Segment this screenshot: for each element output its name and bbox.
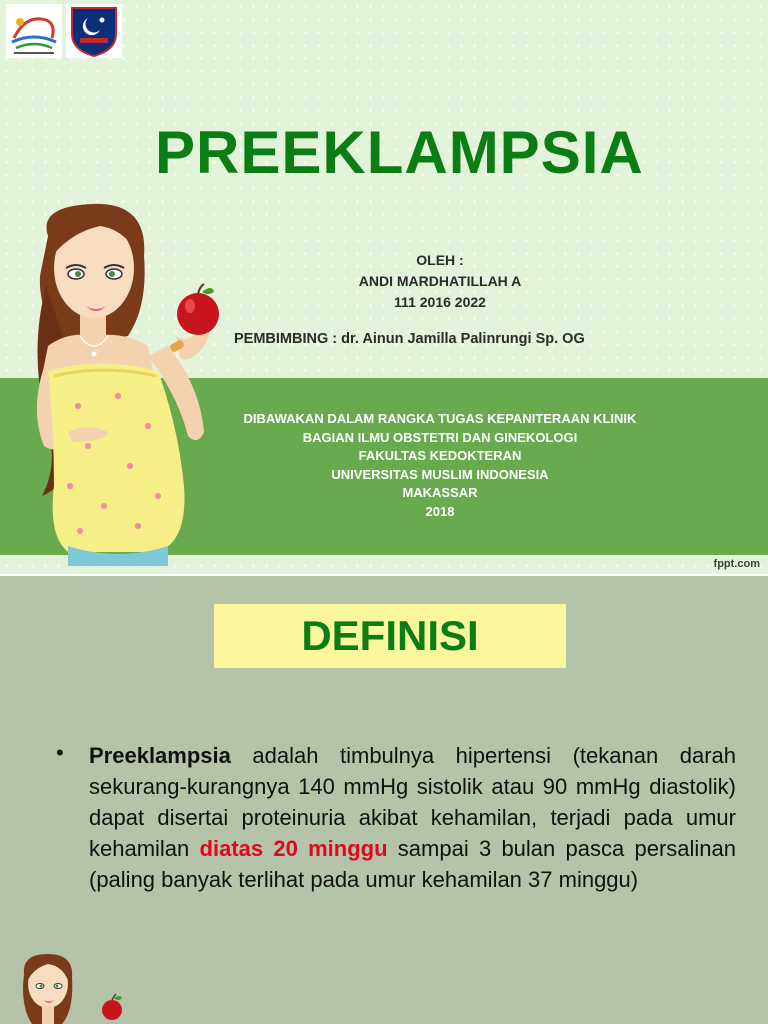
author-name: ANDI MARDHATILLAH A [358,273,522,289]
small-woman-illustration [12,950,122,1024]
gestational-age-highlight: diatas 20 minggu [199,836,388,861]
definition-paragraph [89,740,736,895]
band-line: FAKULTAS KEDOKTERAN [358,448,522,463]
band-line: DIBAWAKAN DALAM RANGKA TUGAS KEPANITERAAN KLINIK [243,411,637,426]
definition-text-1: adalah timbulnya hipertensi (tekanan darah sekurang-kurangnya 140 mmHg sistolik atau 90 mmHg diastolik) dapat disertai proteinuria akibat kehamilan, terjadi pada umur kehamilan [89,743,736,861]
author-label: OLEH : [416,252,464,268]
supervisor-line: PEMBIMBING : dr. Ainun Jamilla Palinrungi Sp. OG [234,331,585,347]
definition-heading-box [214,604,566,668]
author-block [190,250,690,313]
fppt-watermark: fppt.com [713,558,760,570]
university-logo-left [6,4,62,58]
bullet-marker: • [56,740,64,765]
band-line: MAKASSAR [402,485,478,500]
definition-term: Preeklampsia [89,743,231,768]
band-line: UNIVERSITAS MUSLIM INDONESIA [331,466,549,482]
definition-text-2: sampai 3 bulan pasca persalinan (paling banyak terlihat pada umur kehamilan 37 minggu) [89,836,736,892]
definition-bullet [58,740,736,895]
presentation-title: PREEKLAMPSIA [155,119,644,186]
band-line: BAGIAN ILMU OBSTETRI DAN GINEKOLOGI [302,429,578,445]
band-line: 2018 [425,503,455,519]
definition-heading: DEFINISI [301,612,479,659]
university-shield-logo-right [66,4,122,58]
author-id: 111 2016 2022 [394,294,486,310]
institution-block [190,410,690,521]
pregnant-woman-illustration [8,196,228,566]
